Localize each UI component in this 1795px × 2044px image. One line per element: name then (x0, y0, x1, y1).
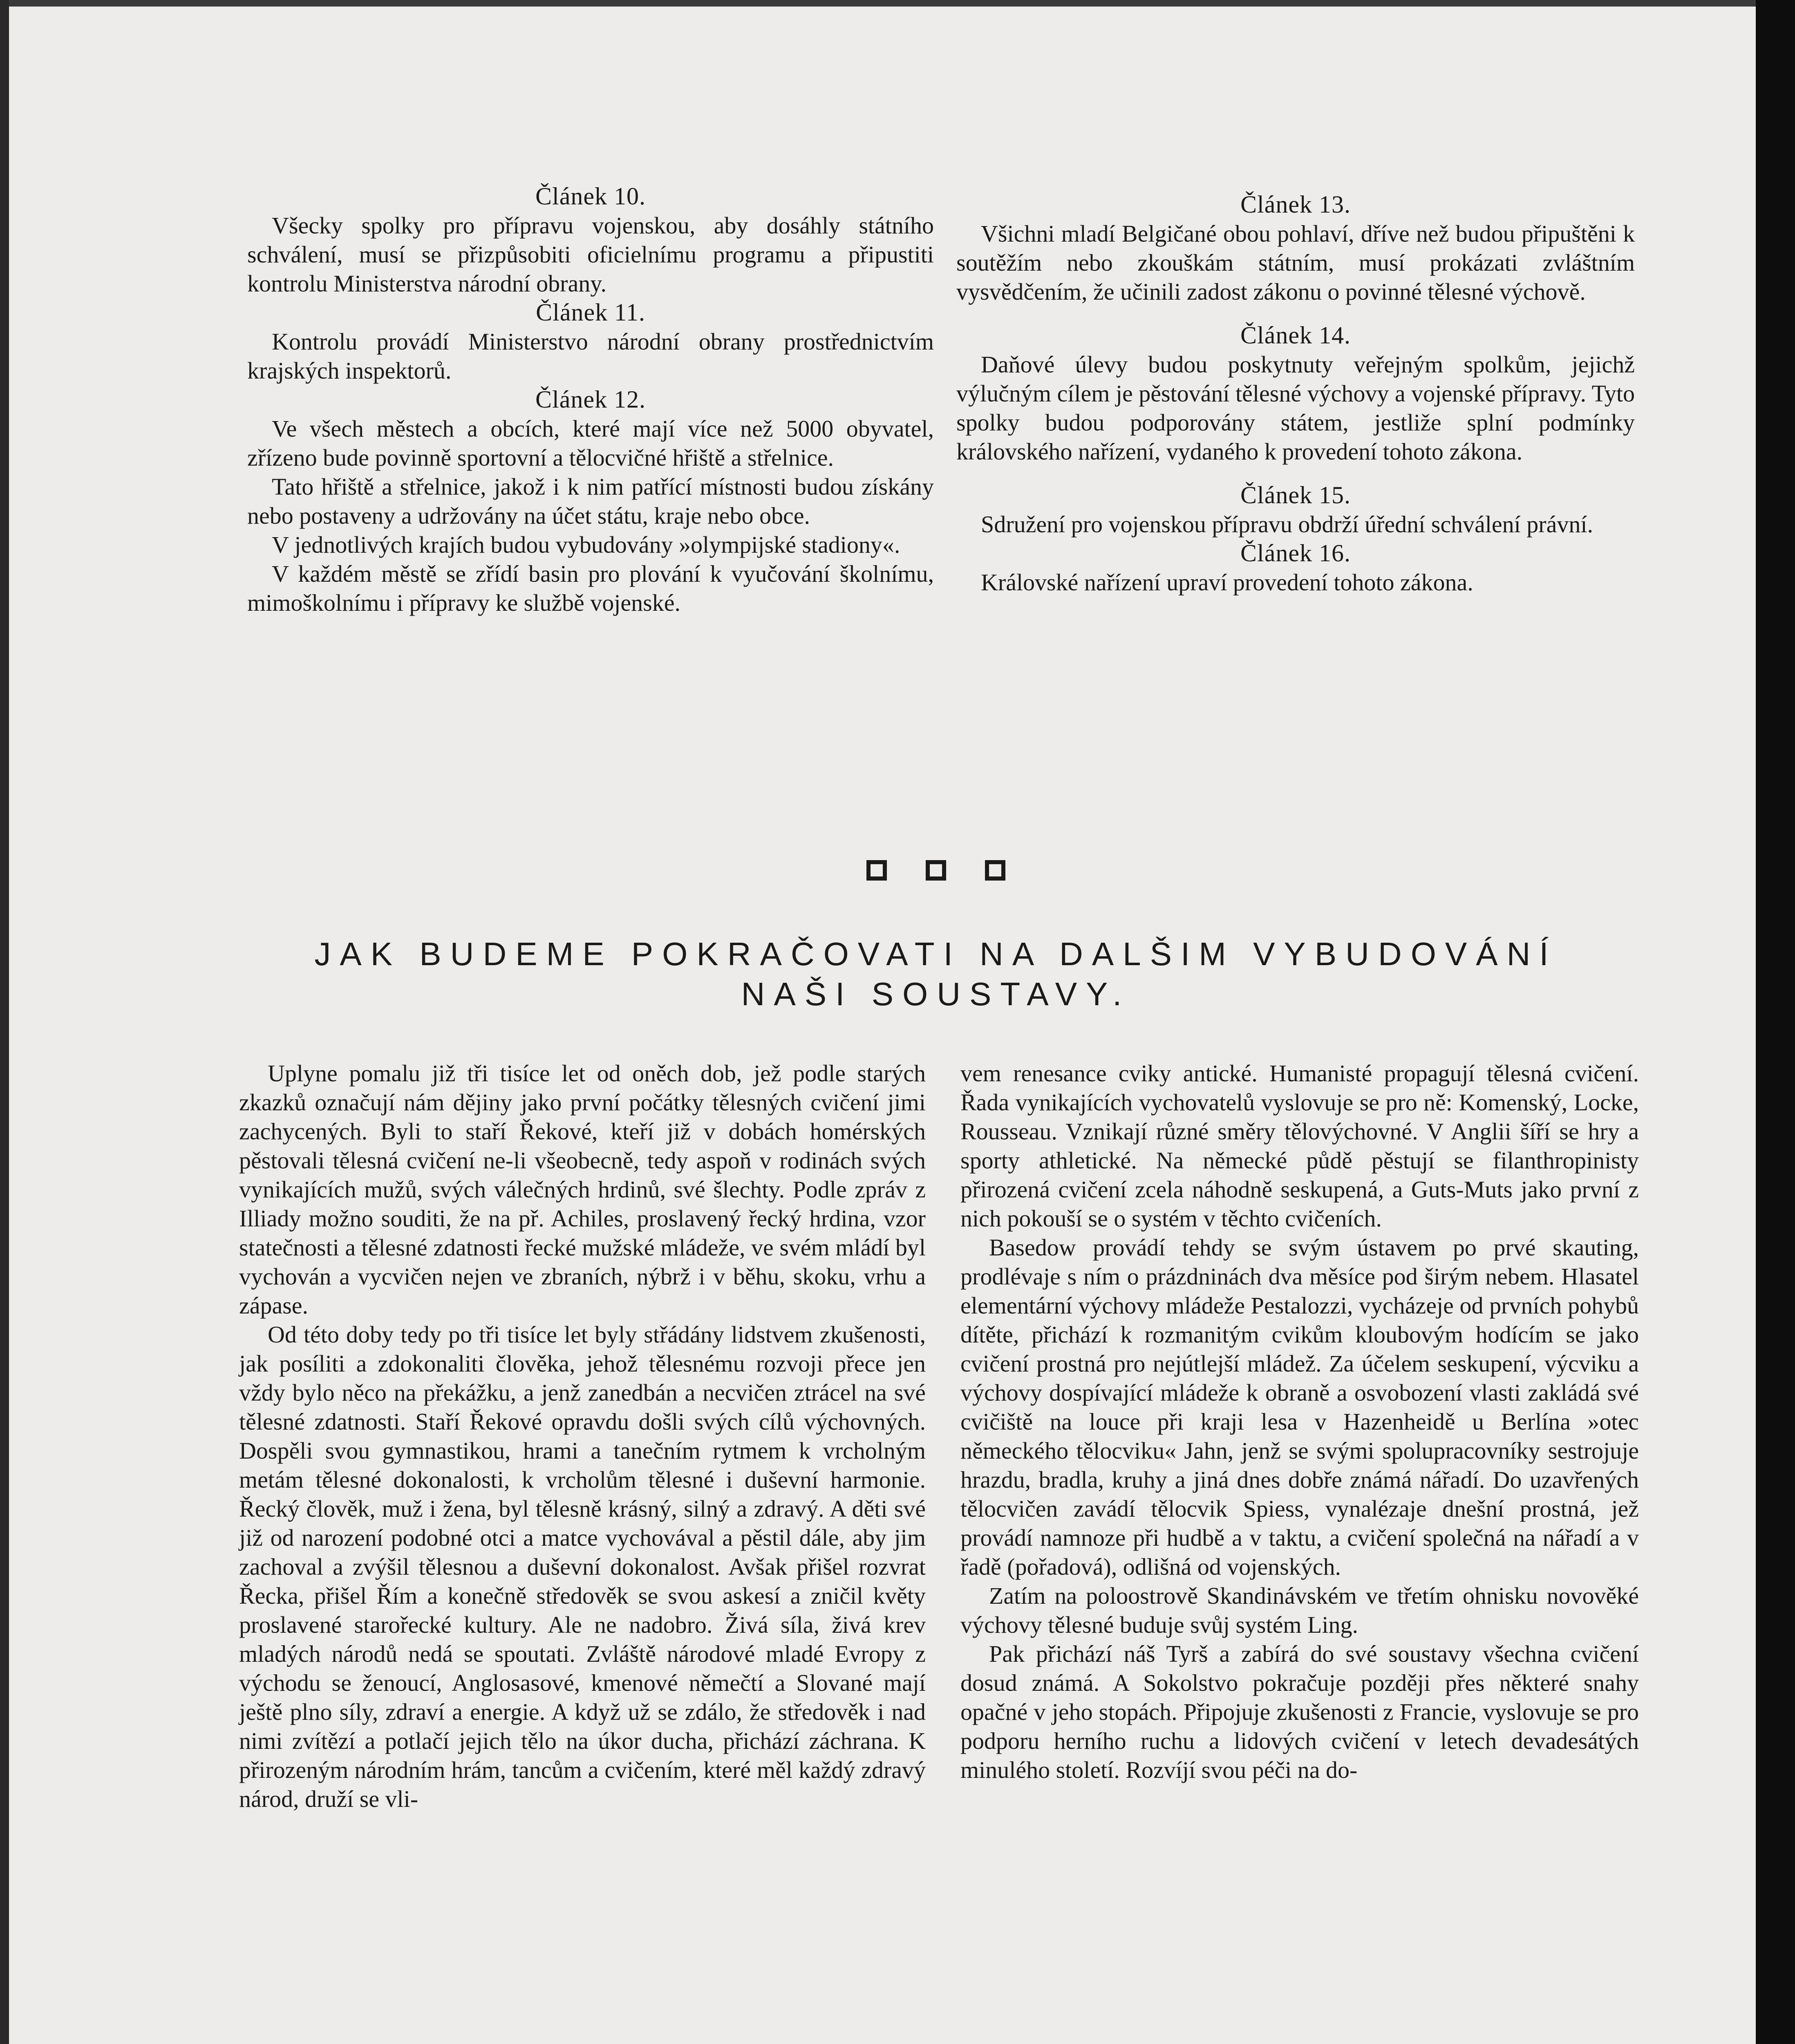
scan-border-top (0, 0, 1795, 7)
article-paragraph: Všecky spolky pro přípravu vojenskou, aby dosáhly státního schválení, musí se přizpůsobiti oficielnímu programu a připustiti kontrolu Ministerstva národní obrany. (247, 212, 934, 297)
body-paragraph: Zatím na poloostrově Skandinávském ve třetím ohnisku novověké výchovy tělesné buduje svůj systém Ling. (960, 1582, 1639, 1638)
article-paragraph: Tato hřiště a střelnice, jakož i k nim patřící místnosti budou získány nebo postaveny a udržovány na účet státu, kraje nebo obce. (247, 473, 934, 529)
headline-line-1: JAK BUDEME POKRAČOVATI NA DALŠIM VYBUDOVÁNÍ (314, 936, 1558, 972)
article-heading: Článek 10. (535, 183, 646, 210)
body-paragraph: vem renesance cviky antické. Humanisté propagují tělesná cvičení. Řada vynikajících vychovatelů vyslovuje se pro ně: Komenský, Locke, Rousseau. Vznikají různé směry tělovýchovné. V Anglii šíří se hry a sporty athletické. Na německé půdě pěstují se filanthropinisty přirozená cvičení zcela náhodně seskupená, a Guts-Muts jako první z nich pokouší se o systém v těchto cvičeních. (960, 1060, 1639, 1232)
body-paragraph: Uplyne pomalu již tři tisíce let od oněch dob, jež podle starých zkazků označují nám dějiny jako první počátky tělesných cvičení jimi zachycených. Byli to staří Řekové, kteří již v dobách homérských pěstovali tělesná cvičení ne-li všeobecně, tedy aspoň v rodinách svých vynikajících mužů, svých válečných hrdinů, své šlechty. Podle zpráv z Illiady možno souditi, že na př. Achiles, proslavený řecký hrdina, vzor statečnosti a tělesné zdatnosti řecké mužské mládeže, ve svém mládí byl vychován a vycvičen nejen ve zbraních, nýbrž i v běhu, skoku, vrhu a zápase. (239, 1060, 926, 1319)
article-heading: Článek 11. (536, 299, 645, 326)
square-ornament-icon (985, 860, 1005, 881)
article-headline (229, 934, 1643, 1014)
body-left-column (239, 1059, 926, 1813)
article-paragraph: Královské nařízení upraví provedení tohoto zákona. (981, 569, 1473, 596)
body-right-column (960, 1059, 1639, 1784)
article-heading: Článek 16. (1240, 540, 1351, 567)
article-paragraph: V jednotlivých krajích budou vybudovány »olympijské stadiony«. (272, 531, 900, 558)
article-paragraph: Všichni mladí Belgičané obou pohlaví, dříve než budou připuštěni k soutěžím nebo zkouškám státním, musí prokázati zvláštním vysvědčením, že učinili zadost zákonu o povinné tělesné výchově. (956, 220, 1635, 305)
section-separator (866, 860, 1005, 886)
article-heading: Článek 15. (1240, 482, 1351, 509)
body-paragraph: Pak přichází náš Tyrš a zabírá do své soustavy všechna cvičení dosud známá. A Sokolstvo pokračuje později přes některé snahy opačné v jeho stopách. Připojuje zkušenosti z Francie, vyslovuje se pro podporu herního ruchu a lidových cvičení v letech devadesátých minulého století. Rozvíjí svou péči na do- (960, 1641, 1639, 1783)
body-paragraph: Od této doby tedy po tři tisíce let byly střádány lidstvem zkušenosti, jak posíliti a zdokonaliti člověka, jehož tělesnému rozvoji přece jen vždy bylo něco na překážku, a jenž zanedbán a necvičen ztrácel na své tělesné zdatnosti. Staří Řekové opravdu došli svých cílů výchovných. Dospěli svou gymnastikou, hrami a tanečním rytmem k vrcholným metám tělesné dokonalosti, k vrcholům tělesné i duševní harmonie. Řecký člověk, muž i žena, byl tělesně krásný, silný a zdravý. A děti své již od narození podobné otci a matce vychovával a pěstil dále, aby jim zachoval a zvýšil tělesnou a duševní dokonalost. Avšak přišel rozvrat Řecka, přišel Řím a konečně středověk se svou askesí a zničil květy proslavené starořecké kultury. Ale ne nadobro. Živá síla, živá krev mladých národů nedá se spoutati. Zvláště národové mladé Evropy z východu se ženoucí, Anglosasové, kmenové němečtí a Slované mají ještě plno síly, zdraví a energie. A když už se zdálo, že středověk i nad nimi zvítězí a potlačí jejich tělo na úkor ducha, přichází záchrana. K přirozeným národním hrám, tancům a cvičením, které měl každý zdravý národ, druží se vli- (239, 1321, 926, 1812)
square-ornament-icon (866, 860, 887, 881)
square-ornament-icon (926, 860, 946, 881)
article-paragraph: Sdružení pro vojenskou přípravu obdrží úřední schválení právní. (981, 511, 1593, 538)
article-paragraph: V každém městě se zřídí basin pro plování k vyučování školnímu, mimoškolnímu i přípravy ke službě vojenské. (247, 560, 934, 616)
article-paragraph: Ve všech městech a obcích, které mají více než 5000 obyvatel, zřízeno bude povinně sportovní a tělocvičné hřiště a střelnice. (247, 415, 934, 471)
scan-border-right (1756, 0, 1795, 2044)
body-paragraph: Basedow provádí tehdy se svým ústavem po prvé skauting, prodlévaje s ním o prázdninách dva měsíce pod širým nebem. Hlasatel elementární výchovy mládeže Pestalozzi, vycházeje od prvních pohybů dítěte, přichází k rozmanitým cvikům kloubovým hodícím se jako cvičení prostná pro nejútlejší mládež. Za účelem seskupení, výcviku a výchovy dospívající mládeže k obraně a osvobození vlasti zakládá své cvičiště na louce při kraji lesa v Hazenheidě u Berlína »otec německého tělocviku« Jahn, jenž se svými spolupracovníky sestrojuje hrazdu, bradla, kruhy a jiná dnes dobře známá nářadí. Do uzavřených tělocvičen zavádí tělocvik Spiess, vynalézaje dnešní prostná, jež provádí namnoze při hudbě a v taktu, a cvičení společná na nářadí a v řadě (pořadová), odlišná od vojenských. (960, 1234, 1639, 1580)
article-heading: Článek 13. (1240, 191, 1351, 218)
scan-border-left (0, 0, 9, 2044)
article-heading: Článek 14. (1240, 322, 1351, 349)
headline-line-2: NAŠI SOUSTAVY. (741, 976, 1131, 1012)
article-heading: Článek 12. (535, 386, 646, 413)
article-paragraph: Kontrolu provádí Ministerstvo národní obrany prostřednictvím krajských inspektorů. (247, 328, 934, 384)
article-paragraph: Daňové úlevy budou poskytnuty veřejným spolkům, jejichž výlučným cílem je pěstování tělesné výchovy a vojenské přípravy. Tyto spolky budou podporovány státem, jestliže splní podmínky královského nařízení, vydaného k provedení tohoto zákona. (956, 351, 1635, 465)
top-right-column (956, 190, 1635, 597)
top-left-column (247, 182, 934, 617)
